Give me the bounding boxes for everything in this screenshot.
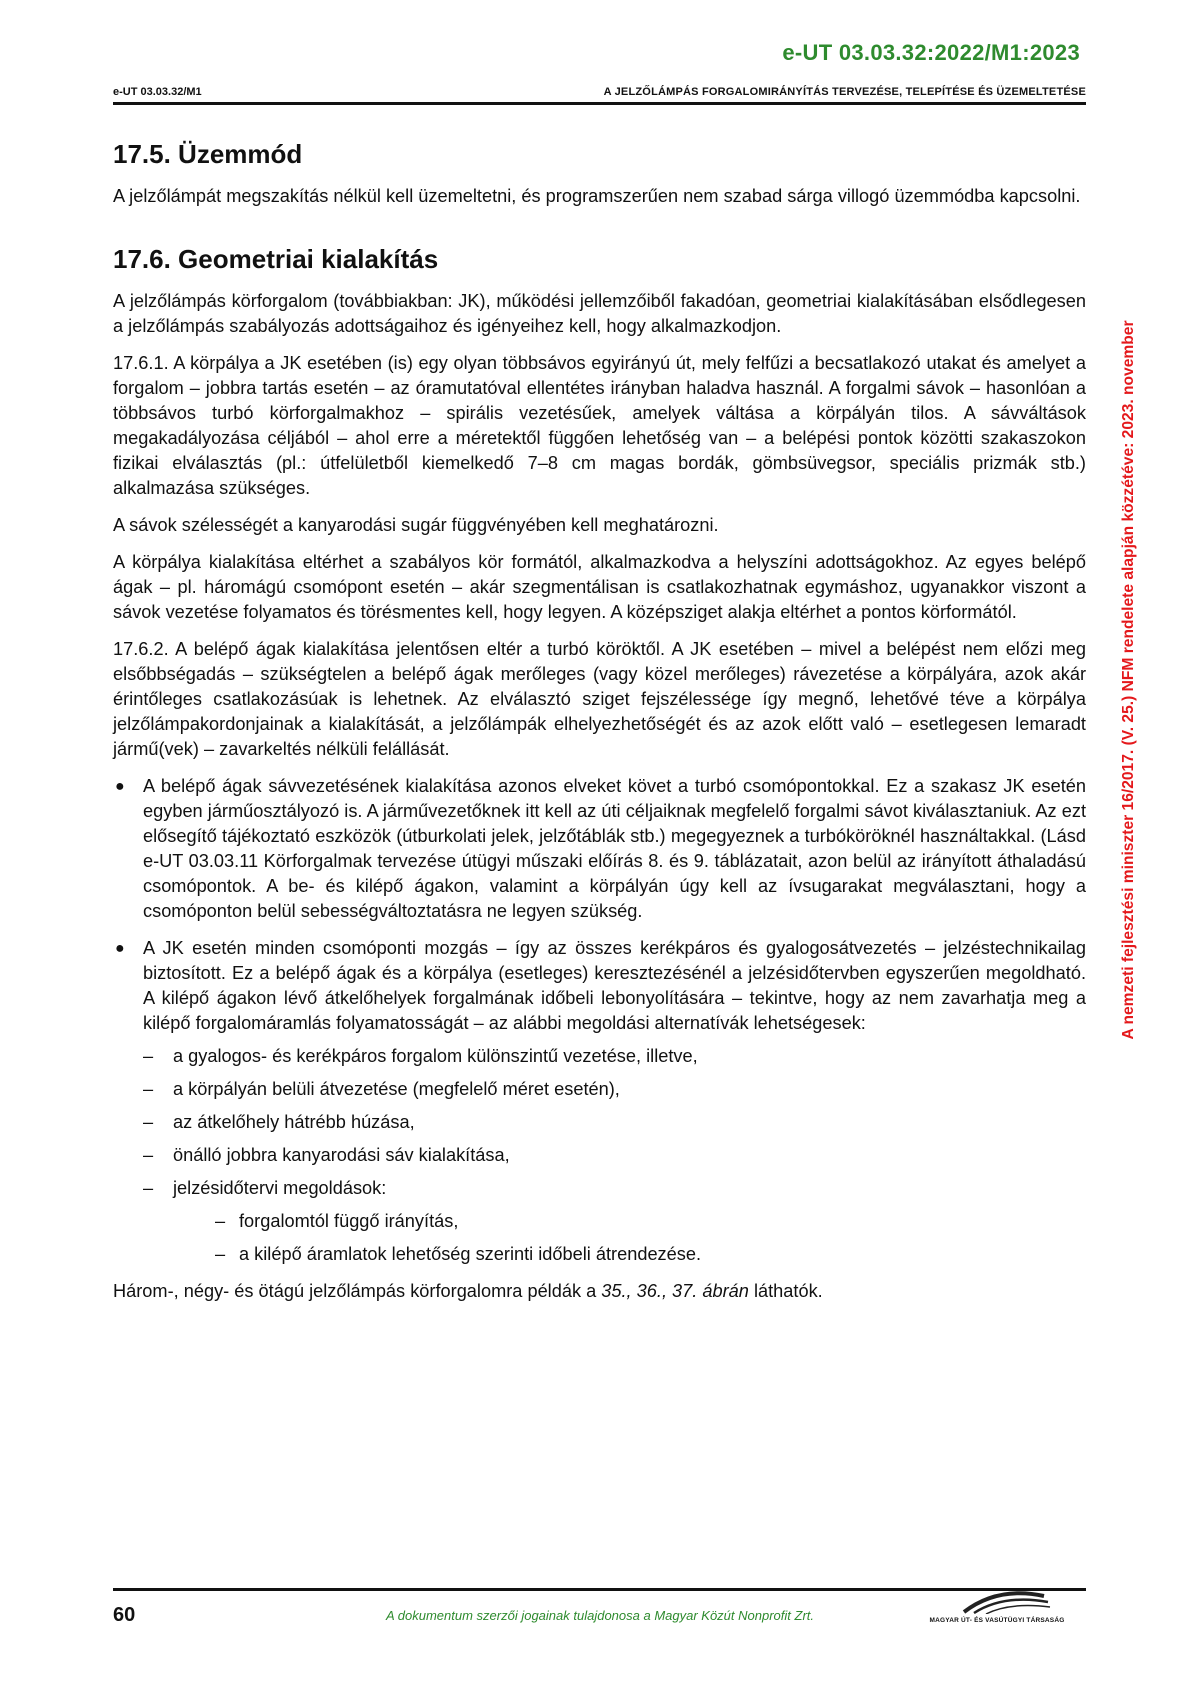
bullet-item (113, 936, 1086, 1267)
header-doc-number: e-UT 03.03.32/M1 (113, 86, 202, 98)
bullet-list (113, 774, 1086, 1267)
publication-notice: A nemzeti fejlesztési miniszter 16/2017. (V. 25.) NFM rendelete alapján közzétéve: 2023. november (1120, 320, 1137, 1040)
paragraph-17-6-2: 17.6.2. A belépő ágak kialakítása jelentősen eltér a turbó köröktől. A JK esetében – mivel a belépést nem előzi meg elsőbbségadás – szükségtelen a belépő ágak merőleges (vagy közel merőleges) rávezetése a körpályára, azok akár érintőleges csatlakozásúak is lehetnek. Az elválasztó sziget fejszélessége így megnő, lehetővé téve a körpálya jelzőlámpakordonjainak a kialakítását, a jelzőlámpák elhelyezhetőségét és az azok előtt való – esetlegesen lemaradt jármű(vek) – zavarkeltés nélküli felállását. (113, 639, 1086, 759)
closing-paragraph (113, 1279, 1086, 1304)
dash-icon: – (143, 1112, 154, 1132)
section-heading-17-5: 17.5. Üzemmód (113, 139, 303, 169)
page-content (113, 138, 1086, 1316)
society-logo (908, 1586, 1086, 1626)
copyright-notice: A dokumentum szerzői jogainak tulajdonosa a Magyar Közút Nonprofit Zrt. (385, 1608, 814, 1623)
dash-icon: – (143, 1079, 154, 1099)
sub-dash-list (173, 1209, 1086, 1267)
bullet-icon: ● (115, 778, 125, 795)
section-heading-17-6: 17.6. Geometriai kialakítás (113, 244, 439, 274)
dash-item (143, 1077, 1086, 1102)
header-rule (113, 102, 1086, 105)
dash-icon: – (143, 1046, 154, 1066)
closing-suffix: láthatók. (748, 1281, 823, 1301)
page-number: 60 (113, 1604, 136, 1626)
dash-icon: – (215, 1244, 226, 1264)
dash-text: jelzésidőtervi megoldások: (173, 1178, 387, 1198)
dash-item (143, 1110, 1086, 1135)
dash-icon: – (143, 1178, 154, 1198)
dash-item (143, 1044, 1086, 1069)
dash-item (143, 1176, 1086, 1267)
bullet-text: A belépő ágak sávvezetésének kialakítása azonos elveket követ a turbó csomópontokkal. Ez a szakasz JK esetén egyben járműosztályozó is. A járművezetőknek itt kell az úti céljaiknak megfelelő forgalmi sávot kiválasztaniuk. Az ezt elősegítő tájékoztató eszközök (útburkolati jelek, jelzőtáblák stb.) megegyeznek a turbóköröknél használtakkal. (Lásd e-UT 03.03.11 Körforgalmak tervezése útügyi műszaki előírás 8. és 9. táblázatait, azon belül az irányított áthaladású csomópontok. A be- és kilépő ágakon, valamint a körpályán úgy kell az ívsugarakat megválasztani, hogy a csomóponton belül sebességváltoztatásra ne legyen szükség. (143, 776, 1086, 921)
dash-text: a gyalogos- és kerékpáros forgalom különszintű vezetése, illetve, (173, 1046, 698, 1066)
document-code: e-UT 03.03.32:2022/M1:2023 (782, 40, 1080, 65)
paragraph-ring-shape: A körpálya kialakítása eltérhet a szabályos kör formától, alkalmazkodva a helyszíni adottságokhoz. Az egyes belépő ágak – pl. háromágú csomópont esetén – akár szegmentálisan is csatlakozhatnak egymáshoz, ugyanakkor viszont a sávok vezetése folyamatos és törésmentes kell, hogy legyen. A középsziget alakja eltérhet a pontos körformától. (113, 552, 1086, 622)
sub-dash-text: forgalomtól függő irányítás, (239, 1211, 459, 1231)
logo-text: MAGYAR ÚT- ÉS VASÚTÜGYI TÁRSASÁG (929, 1617, 1065, 1624)
sub-dash-item (215, 1209, 1086, 1234)
dash-list (143, 1044, 1086, 1267)
paragraph-intro: A jelzőlámpás körforgalom (továbbiakban: JK), működési jellemzőiből fakadóan, geometriai kialakításában elsődlegesen a jelzőlámpás szabályozás adottságaihoz és igényeihez kell, hogy alkalmazkodjon. (113, 291, 1086, 336)
bullet-text: A JK esetén minden csomóponti mozgás – így az összes kerékpáros és gyalogosátvezetés – jelzéstechnikailag biztosított. Ez a belépő ágak és a körpálya (esetleges) keresztezésénél a jelzésidőtervben egyszerűen megoldható. A kilépő ágakon lévő átkelőhelyek forgalmának időbeli lebonyolítására – tekintve, hogy az nem zavarhatja meg a kilépő forgalomáramlás folyamatosságát – az alábbi megoldási alternatívák lehetségesek: (143, 938, 1086, 1033)
bullet-item (113, 774, 1086, 924)
sub-dash-text: a kilépő áramlatok lehetőség szerinti időbeli átrendezése. (239, 1244, 702, 1264)
paragraph-lane-width: A sávok szélességét a kanyarodási sugár függvényében kell meghatározni. (113, 515, 719, 535)
paragraph-17-6-1: 17.6.1. A körpálya a JK esetében (is) egy olyan többsávos egyirányú út, mely felfűzi a becsatlakozó utakat és amelyet a forgalom – jobbra tartás esetén – az óramutatóval ellentétes irányban haladva használ. A forgalmi sávok – hasonlóan a többsávos turbó körforgalmakhoz – spirális vezetésűek, amelyek váltása a körpályán tilos. A sávváltások megakadályozása céljából – ahol erre a méretektől függően lehetőség van – a belépési pontok közötti szakaszokon fizikai elválasztás (pl.: útfelületből kiemelkedő 7–8 cm magas bordák, gömbsüvegsor, speciális prizmák stb.) alkalmazása szükséges. (113, 353, 1086, 498)
header-chapter-title: A JELZŐLÁMPÁS FORGALOMIRÁNYÍTÁS TERVEZÉSE, TELEPÍTÉSE ÉS ÜZEMELTETÉSE (603, 86, 1086, 98)
figure-references: 35., 36., 37. ábrán (601, 1281, 749, 1301)
dash-icon: – (215, 1211, 226, 1231)
road-arc-icon (908, 1586, 1086, 1614)
dash-text: önálló jobbra kanyarodási sáv kialakítása, (173, 1145, 510, 1165)
paragraph-operating-mode: A jelzőlámpát megszakítás nélkül kell üzemeltetni, és programszerűen nem szabad sárga villogó üzemmódba kapcsolni. (113, 186, 1081, 206)
running-header (113, 86, 1086, 102)
closing-prefix: Három-, négy- és ötágú jelzőlámpás körforgalomra példák a (113, 1281, 602, 1301)
bullet-icon: ● (115, 940, 125, 957)
dash-text: a körpályán belüli átvezetése (megfelelő méret esetén), (173, 1079, 620, 1099)
dash-icon: – (143, 1145, 154, 1165)
sub-dash-item (215, 1242, 1086, 1267)
dash-item (143, 1143, 1086, 1168)
dash-text: az átkelőhely hátrébb húzása, (173, 1112, 415, 1132)
